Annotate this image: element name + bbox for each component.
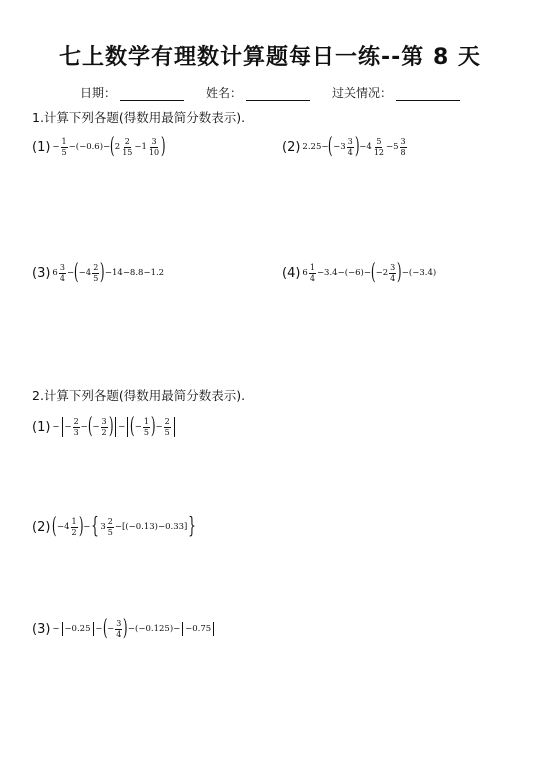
expr-term: −4 <box>78 268 92 278</box>
expr-term: −[(−0.13)−0.33] <box>114 522 188 532</box>
date-label: 日期： <box>79 86 116 100</box>
denominator: 8 <box>400 147 406 157</box>
numerator: 2 <box>93 262 99 272</box>
s1-problem-4 <box>282 262 436 284</box>
abs-bar <box>62 417 63 437</box>
expr-term: −3 <box>333 142 346 152</box>
paren-open: ( <box>110 134 115 159</box>
expr-term: − <box>66 268 75 278</box>
denominator: 4 <box>116 629 122 639</box>
expr-term: − <box>83 522 91 532</box>
denominator: 4 <box>309 273 315 283</box>
expr-term: −4 <box>359 142 372 152</box>
s2-problem-3 <box>32 618 216 640</box>
expr-term: −(−0.125)− <box>127 624 181 634</box>
expr-term: −(−3.4) <box>401 268 437 278</box>
abs-bar <box>115 417 116 437</box>
fraction <box>164 418 171 437</box>
numerator: 1 <box>71 516 77 526</box>
abs-bar <box>62 622 63 636</box>
numerator: 2 <box>107 516 113 526</box>
paren-close: ) <box>354 134 360 159</box>
denominator: 10 <box>148 147 160 157</box>
expr-term: − <box>52 142 60 152</box>
numerator: 2 <box>164 416 170 426</box>
expr-term: − <box>134 422 142 432</box>
info-row <box>0 84 540 101</box>
expr-term: −2 <box>375 268 389 278</box>
s2-problem-2 <box>32 516 197 538</box>
abs-bar <box>127 417 128 437</box>
numerator: 5 <box>376 136 382 146</box>
problem-label: (1) <box>32 419 51 435</box>
numerator: 1 <box>309 262 315 272</box>
name-label: 姓名： <box>205 86 242 100</box>
denominator: 5 <box>164 427 170 437</box>
expr-term: − <box>155 422 163 432</box>
expr-term: − <box>95 624 103 634</box>
paren-close: ) <box>108 414 114 439</box>
expr-term: −14−8.8−1.2 <box>104 268 165 278</box>
paren-open: ( <box>87 414 93 439</box>
section2-heading: 2.计算下列各题(得数用最简分数表示). <box>32 388 246 403</box>
expr-term: 2.25− <box>302 142 329 152</box>
denominator: 2 <box>101 427 107 437</box>
denominator: 4 <box>347 147 353 157</box>
numerator: 3 <box>116 618 122 628</box>
fraction <box>71 518 78 537</box>
expr-term: −0.75 <box>185 624 212 634</box>
denominator: 3 <box>73 427 79 437</box>
numerator: 2 <box>73 416 79 426</box>
paren-open: ( <box>328 134 334 159</box>
expr-term: 6 <box>302 268 308 278</box>
s1-problem-3 <box>32 262 164 284</box>
expr-term: −1 <box>134 142 147 152</box>
numerator: 3 <box>400 136 406 146</box>
paren-close: ) <box>123 616 128 641</box>
expression <box>302 262 436 284</box>
expr-term: 2 <box>114 142 121 152</box>
expr-term: − <box>52 624 60 634</box>
problem-label: (2) <box>282 139 301 155</box>
numerator: 3 <box>347 136 353 146</box>
expr-term: −4 <box>57 522 70 532</box>
expr-term: −(−0.6)− <box>68 142 111 152</box>
paren-open: ( <box>52 514 58 539</box>
expression <box>52 618 216 640</box>
abs-bar <box>174 417 175 437</box>
status-blank[interactable] <box>396 88 460 101</box>
numerator: 1 <box>61 136 67 146</box>
fraction <box>309 264 316 283</box>
expr-term: 6 <box>52 268 58 278</box>
expression <box>52 416 176 438</box>
numerator: 3 <box>59 262 65 272</box>
expression <box>302 136 407 158</box>
status-label: 过关情况： <box>332 86 393 100</box>
name-blank[interactable] <box>246 88 310 101</box>
expression <box>52 136 165 158</box>
paren-close: ) <box>397 260 402 285</box>
fraction <box>347 138 354 157</box>
problem-label: (3) <box>32 621 51 637</box>
brace-close: } <box>188 514 197 539</box>
paren-open: ( <box>130 414 135 439</box>
date-field <box>80 84 184 101</box>
s2-problem-1 <box>32 416 177 438</box>
fraction <box>59 264 66 283</box>
numerator: 3 <box>390 262 396 272</box>
expr-term: − <box>80 422 88 432</box>
paren-close: ) <box>150 414 156 439</box>
denominator: 5 <box>107 527 113 537</box>
problem-label: (3) <box>32 265 51 281</box>
brace-open: { <box>91 514 100 539</box>
denominator: 4 <box>390 273 396 283</box>
paren-open: ( <box>370 260 376 285</box>
expr-term: 3 <box>100 522 106 532</box>
numerator: 3 <box>101 416 107 426</box>
fraction <box>373 138 385 157</box>
expr-term: − <box>107 624 115 634</box>
expr-term: − <box>52 422 60 432</box>
numerator: 3 <box>151 136 157 146</box>
abs-bar <box>93 622 94 636</box>
abs-bar <box>182 622 183 636</box>
fraction <box>143 418 150 437</box>
date-blank[interactable] <box>120 88 184 101</box>
fraction <box>101 418 108 437</box>
denominator: 2 <box>71 527 77 537</box>
fraction <box>389 264 396 283</box>
expr-term: − <box>92 422 100 432</box>
paren-open: ( <box>102 616 108 641</box>
paren-open: ( <box>73 260 79 285</box>
paren-close: ) <box>161 134 166 159</box>
fraction <box>107 518 114 537</box>
s1-problem-1 <box>32 136 166 158</box>
section1-heading: 1.计算下列各题(得数用最简分数表示). <box>32 110 246 125</box>
denominator: 12 <box>373 147 385 157</box>
expr-term: −5 <box>386 142 399 152</box>
expr-term: − <box>64 422 72 432</box>
abs-bar <box>213 622 214 636</box>
fraction <box>92 264 99 283</box>
expr-term: − <box>118 422 126 432</box>
denominator: 5 <box>61 147 67 157</box>
page-title: 七上数学有理数计算题每日一练--第 8 天 <box>59 45 481 70</box>
denominator: 4 <box>59 273 65 283</box>
name-field <box>206 84 310 101</box>
problem-label: (1) <box>32 139 51 155</box>
fraction <box>73 418 80 437</box>
denominator: 5 <box>93 273 99 283</box>
fraction <box>115 620 122 639</box>
fraction <box>61 138 68 157</box>
fraction <box>121 138 133 157</box>
numerator: 2 <box>124 136 130 146</box>
fraction <box>148 138 160 157</box>
denominator: 15 <box>122 147 133 157</box>
expr-term: −0.25 <box>64 624 91 634</box>
status-field <box>332 84 460 101</box>
denominator: 5 <box>143 427 149 437</box>
fraction <box>400 138 407 157</box>
paren-close: ) <box>100 260 105 285</box>
expr-term: −3.4−(−6)− <box>316 268 371 278</box>
expression <box>52 516 197 538</box>
problem-label: (4) <box>282 265 301 281</box>
paren-close: ) <box>78 514 84 539</box>
expression <box>52 262 164 284</box>
numerator: 1 <box>143 416 149 426</box>
s1-problem-2 <box>282 136 408 158</box>
problem-label: (2) <box>32 519 51 535</box>
